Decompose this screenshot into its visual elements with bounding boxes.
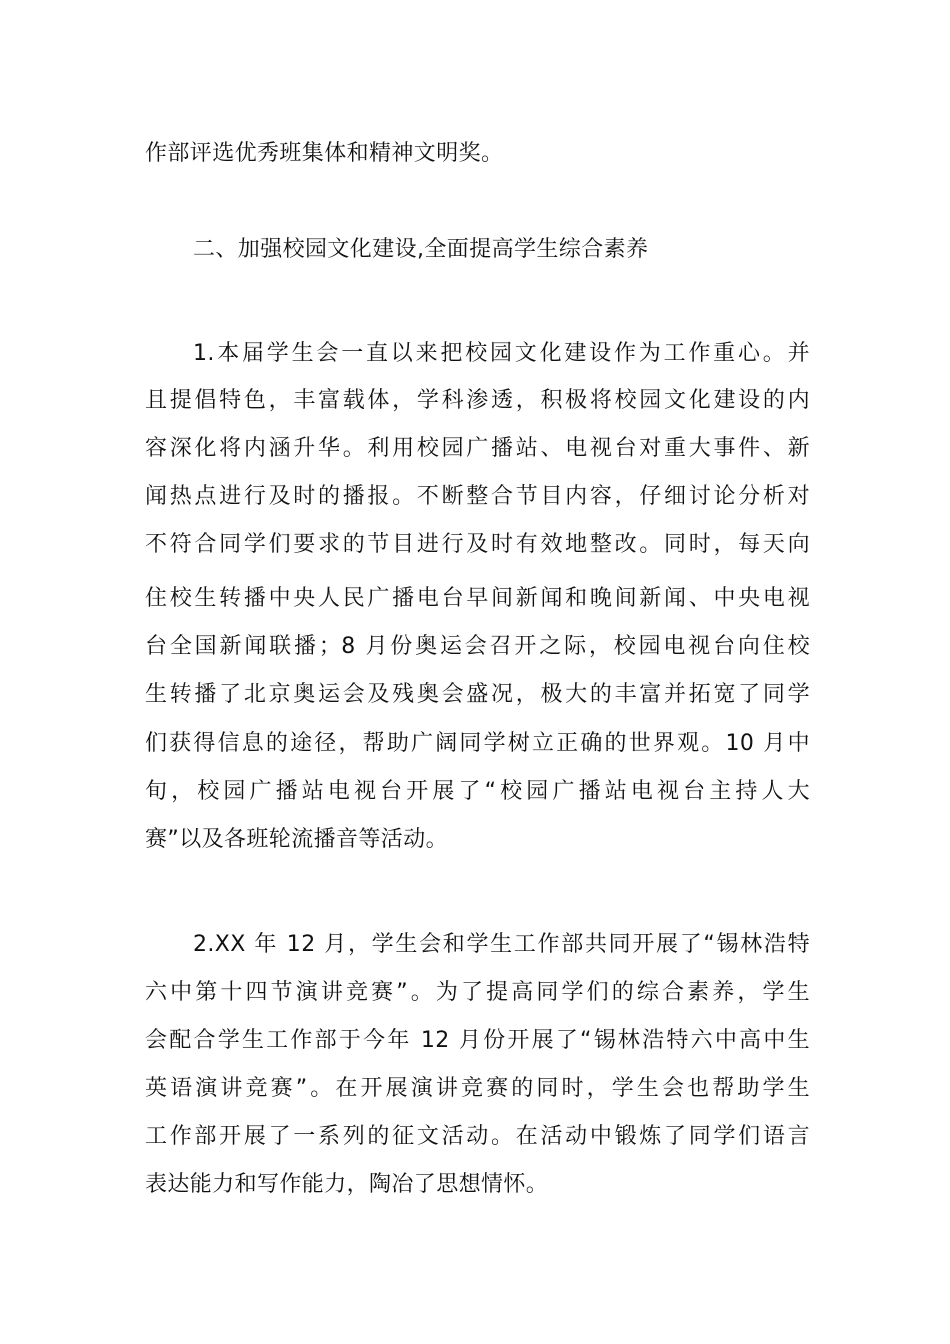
- paragraph-line: 六中第十四节演讲竞赛”。为了提高同学们的综合素养，学生: [145, 980, 810, 1005]
- paragraph-line: 英语演讲竞赛”。在开展演讲竞赛的同时，学生会也帮助学生: [145, 1076, 810, 1101]
- paragraph-line: 闻热点进行及时的播报。不断整合节目内容，仔细讨论分析对: [145, 484, 810, 509]
- paragraph-line: 生转播了北京奥运会及残奥会盛况，极大的丰富并拓宽了同学: [145, 682, 810, 707]
- paragraph-line: 旬，校园广播站电视台开展了“校园广播站电视台主持人大: [145, 779, 810, 804]
- paragraph-line: 台全国新闻联播；8 月份奥运会召开之际，校园电视台向住校: [145, 634, 810, 659]
- paragraph-line: 2.XX 年 12 月，学生会和学生工作部共同开展了“锡林浩特: [193, 932, 810, 957]
- paragraph-line: 表达能力和写作能力，陶冶了思想情怀。: [145, 1172, 549, 1197]
- paragraph-line: 工作部开展了一系列的征文活动。在活动中锻炼了同学们语言: [145, 1124, 810, 1149]
- paragraph-line: 1.本届学生会一直以来把校园文化建设作为工作重心。并: [193, 341, 810, 366]
- paragraph-line: 们获得信息的途径，帮助广阔同学树立正确的世界观。10 月中: [145, 731, 810, 756]
- section-heading: 二、加强校园文化建设,全面提高学生综合素养: [193, 237, 649, 262]
- continuation-line: 作部评选优秀班集体和精神文明奖。: [145, 141, 504, 166]
- paragraph-line: 住校生转播中央人民广播电台早间新闻和晚间新闻、中央电视: [145, 586, 810, 611]
- paragraph-line: 不符合同学们要求的节目进行及时有效地整改。同时，每天向: [145, 532, 810, 557]
- paragraph-line: 且提倡特色，丰富载体，学科渗透，积极将校园文化建设的内: [145, 388, 810, 413]
- paragraph-line: 赛”以及各班轮流播音等活动。: [145, 827, 448, 852]
- paragraph-line: 会配合学生工作部于今年 12 月份开展了“锡林浩特六中高中生: [145, 1028, 810, 1053]
- paragraph-line: 容深化将内涵升华。利用校园广播站、电视台对重大事件、新: [145, 436, 810, 461]
